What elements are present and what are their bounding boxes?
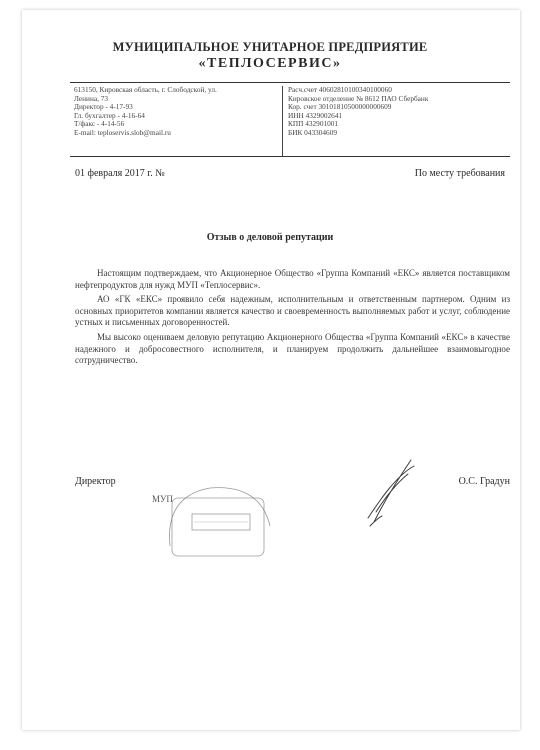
header-top-rule xyxy=(70,82,510,83)
letter-title: Отзыв о деловой репутации xyxy=(206,232,334,243)
letter-body xyxy=(75,268,510,370)
header-bottom-rule xyxy=(70,156,510,157)
bik-number: БИК 043304609 xyxy=(288,128,337,137)
requisites-bank xyxy=(288,86,508,138)
kpp-number: КПП 432901001 xyxy=(288,120,339,129)
address-line-1: 613150, Кировская область, г. Слободской, ул. xyxy=(74,86,217,94)
email-address: E-mail: teploservis.slob@mail.ru xyxy=(74,128,171,137)
settlement-account: Расч.счет 40602810100340100060 xyxy=(288,86,392,94)
paragraph-2: АО «ГК «ЕКС» проявило себя надежным, исполнительным и ответственным партнером. Одним из основных приоритетов компании является качество и своевременность выполняемых работ и услуг, соблюдение устных и письменных договоренностей. xyxy=(75,294,510,328)
inn-number: ИНН 4329002641 xyxy=(288,111,343,120)
paragraph-3: Мы высоко оцениваем деловую репутацию Акционерного Общества «Группа Компаний «ЕКС» в качестве надежного и добросовестного исполнителя, и планируем продолжить дальнейшее взаимовыгодное сотрудничество. xyxy=(75,331,510,366)
stamp-label: МУП xyxy=(152,494,173,504)
bank-branch: Кировское отделение № 8612 ПАО Сбербанк xyxy=(288,94,429,103)
requisites-contacts xyxy=(74,86,274,138)
addressee: По месту требования xyxy=(414,168,505,179)
signatory-name: О.С. Градун xyxy=(458,476,510,487)
letter-date: 01 февраля 2017 г. № xyxy=(75,168,165,179)
address-line-2: Ленина, 73 xyxy=(74,94,109,103)
correspondent-account: Кор. счет 30101810500000000609 xyxy=(288,103,392,112)
accountant-phone: Гл. бухгалтер - 4-16-64 xyxy=(74,111,145,120)
signatory-role: Директор xyxy=(75,476,116,487)
organization-name: «ТЕПЛОСЕРВИС» xyxy=(198,56,342,71)
fax-number: Т/факс - 4-14-56 xyxy=(74,120,125,129)
paragraph-1: Настоящим подтверждаем, что Акционерное Общество «Группа Компаний «ЕКС» является поставщиком нефтепродуктов для нужд МУП «Теплосервис». xyxy=(75,268,510,290)
handwritten-signature xyxy=(356,452,426,532)
organization-type: МУНИЦИПАЛЬНОЕ УНИТАРНОЕ ПРЕДПРИЯТИЕ xyxy=(112,40,428,54)
director-phone: Директор - 4-17-93 xyxy=(74,103,133,112)
requisites-divider xyxy=(282,86,283,156)
company-stamp xyxy=(150,476,280,566)
